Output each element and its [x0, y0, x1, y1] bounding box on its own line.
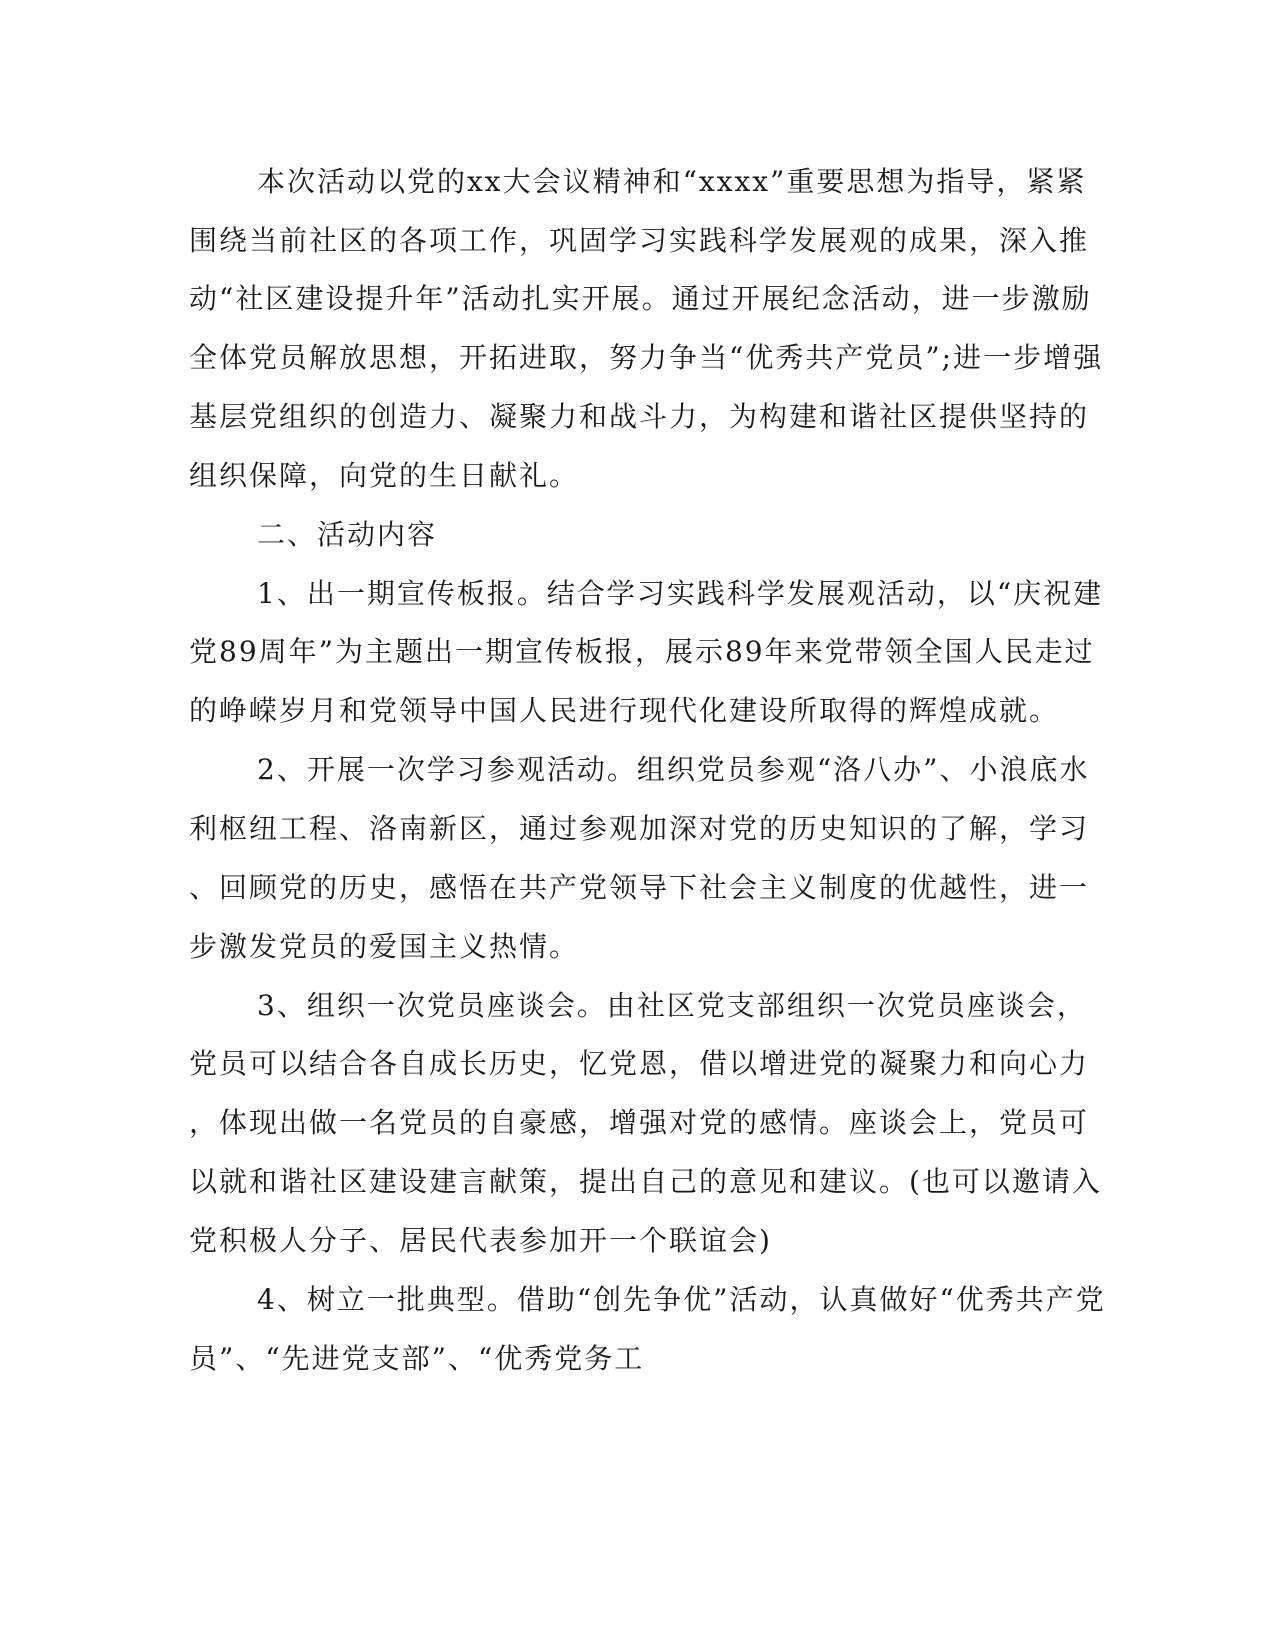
item-2-line-1: 2、开展一次学习参观活动。组织党员参观“洛八办”、小浪底水: [257, 753, 1090, 786]
item-1-line-3: 的峥嵘岁月和党领导中国人民进行现代化建设所取得的辉煌成就。: [189, 694, 1060, 727]
paragraph-1-line-6: 组织保障，向党的生日献礼。: [189, 459, 580, 492]
paragraph-1-line-2: 围绕当前社区的各项工作，巩固学习实践科学发展观的成果，深入推: [189, 224, 1090, 257]
section-heading: 二、活动内容: [257, 518, 438, 551]
item-1-line-2: 党89周年”为主题出一期宣传板报，展示89年来党带领全国人民走过: [189, 635, 1095, 668]
item-2-line-2: 利枢纽工程、洛南新区，通过参观加深对党的历史知识的了解，学习: [189, 812, 1090, 845]
paragraph-1-line-5: 基层党组织的创造力、凝聚力和战斗力，为构建和谐社区提供坚持的: [189, 400, 1090, 433]
item-1-line-1: 1、出一期宣传板报。结合学习实践科学发展观活动，以“庆祝建: [257, 577, 1104, 610]
item-3-line-5: 党积极人分子、居民代表参加开一个联谊会): [189, 1224, 772, 1257]
item-2-line-4: 步激发党员的爱国主义热情。: [189, 930, 580, 963]
paragraph-1-line-3: 动“社区建设提升年”活动扎实开展。通过开展纪念活动，进一步激励: [189, 282, 1092, 315]
item-3-line-4: 以就和谐社区建设建言献策，提出自己的意见和建议。(也可以邀请入: [189, 1165, 1102, 1198]
item-3-line-2: 党员可以结合各自成长历史，忆党恩，借以增进党的凝聚力和向心力: [189, 1047, 1090, 1080]
item-3-line-3: ，体现出做一名党员的自豪感，增强对党的感情。座谈会上，党员可: [189, 1106, 1090, 1139]
item-4-line-2: 员”、“先进党支部”、“优秀党务工: [189, 1342, 645, 1375]
item-3-line-1: 3、组织一次党员座谈会。由社区党支部组织一次党员座谈会，: [257, 989, 1087, 1022]
paragraph-1-line-4: 全体党员解放思想，开拓进取，努力争当“优秀共产党员”;进一步增强: [189, 341, 1104, 374]
paragraph-1-line-1: 本次活动以党的xx大会议精神和“xxxx”重要思想为指导，紧紧: [257, 165, 1087, 198]
item-4-line-1: 4、树立一批典型。借助“创先争优”活动，认真做好“优秀共产党: [257, 1283, 1106, 1316]
item-2-line-3: 、回顾党的历史，感悟在共产党领导下社会主义制度的优越性，进一: [189, 871, 1090, 904]
